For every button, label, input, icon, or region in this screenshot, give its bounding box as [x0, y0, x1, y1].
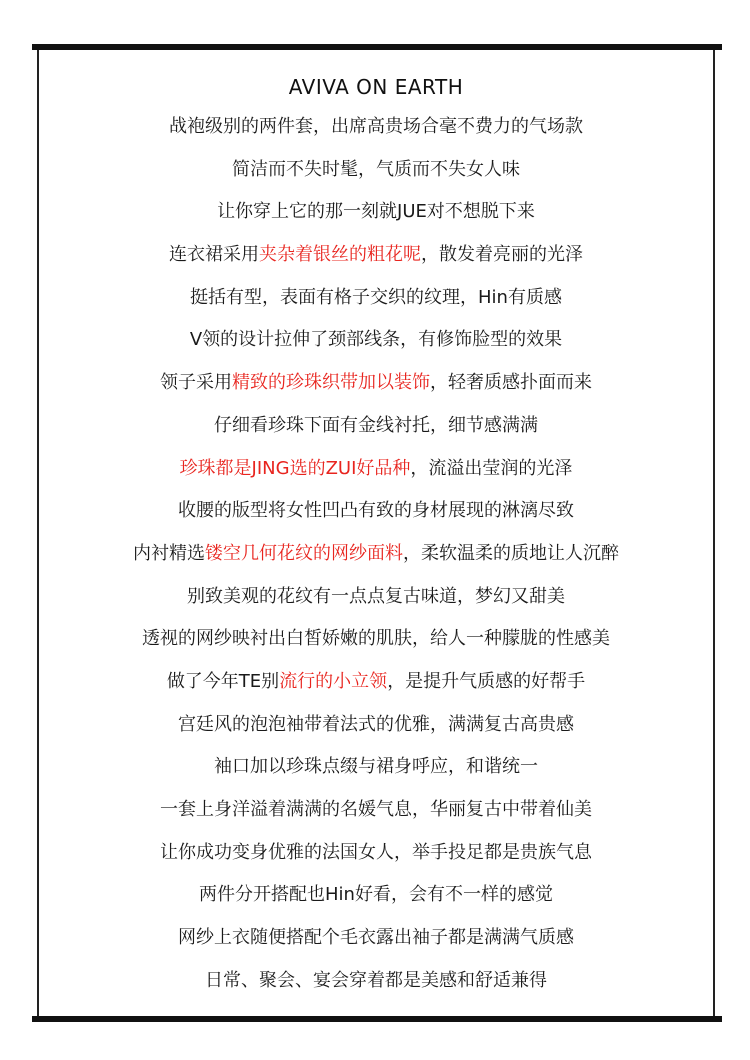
text-segment: 内衬精选 — [133, 542, 205, 564]
highlighted-text: 夹杂着银丝的粗花呢 — [259, 244, 421, 266]
text-line — [40, 149, 712, 192]
text-line — [40, 277, 712, 320]
text-segment: 日常、聚会、宴会穿着都是美感和舒适兼得 — [205, 969, 547, 991]
text-segment: 两件分开搭配也Hin好看，会有不一样的感觉 — [199, 884, 553, 906]
text-segment: 领子采用 — [160, 372, 232, 394]
text-line — [40, 789, 712, 832]
text-segment: ，柔软温柔的质地让人沉醉 — [403, 542, 619, 564]
text-segment: ，轻奢质感扑面而来 — [430, 372, 592, 394]
highlighted-text: 流行的小立领 — [279, 670, 388, 692]
frame-top-border — [32, 44, 722, 50]
frame-left-border — [37, 50, 39, 1016]
text-segment: ，流溢出莹润的光泽 — [410, 457, 573, 479]
text-segment: 别致美观的花纹有一点点复古味道，梦幻又甜美 — [187, 585, 565, 607]
text-line — [40, 917, 712, 960]
text-segment: V领的设计拉伸了颈部线条，有修饰脸型的效果 — [189, 329, 563, 351]
text-segment: 宫廷风的泡泡袖带着法式的优雅，满满复古高贵感 — [178, 713, 574, 735]
text-segment: 一套上身洋溢着满满的名媛气息，华丽复古中带着仙美 — [160, 799, 592, 820]
highlighted-text: 镂空几何花纹的网纱面料 — [205, 542, 403, 564]
text-segment: 做了今年TE别 — [166, 670, 280, 692]
text-body — [40, 68, 712, 1002]
text-segment: ，是提升气质感的好帮手 — [387, 670, 586, 692]
frame-bottom-border — [32, 1016, 722, 1022]
text-segment: 挺括有型，表面有格子交织的纹理，Hin有质感 — [190, 286, 562, 308]
text-line — [40, 448, 712, 491]
text-line — [40, 661, 712, 704]
text-line — [40, 319, 712, 362]
text-line — [40, 576, 712, 619]
text-line — [40, 618, 712, 661]
text-line — [40, 746, 712, 789]
text-segment: 让你穿上它的那一刻就JUE对不想脱下来 — [217, 201, 535, 223]
frame-right-border — [713, 50, 715, 1016]
text-line — [40, 106, 712, 149]
text-segment: 让你成功变身优雅的法国女人，举手投足都是贵族气息 — [160, 841, 592, 863]
text-segment: 透视的网纱映衬出白皙娇嫩的肌肤，给人一种朦胧的性感美 — [142, 628, 610, 650]
text-line — [40, 960, 712, 1003]
text-segment: 网纱上衣随便搭配个毛衣露出袖子都是满满气质感 — [178, 927, 574, 949]
text-line — [40, 234, 712, 277]
text-segment: 连衣裙采用 — [169, 244, 259, 266]
text-segment: 简洁而不失时髦，气质而不失女人味 — [232, 158, 520, 180]
text-line — [40, 405, 712, 448]
text-line — [40, 362, 712, 405]
description-lines — [40, 106, 712, 1002]
text-segment: 袖口加以珍珠点缀与裙身呼应，和谐统一 — [214, 756, 538, 778]
text-segment: ，散发着亮丽的光泽 — [421, 244, 583, 266]
text-segment: 收腰的版型将女性凹凸有致的身材展现的淋漓尽致 — [178, 500, 574, 522]
text-segment: 战袍级别的两件套，出席高贵场合毫不费力的气场款 — [169, 116, 583, 137]
text-line — [40, 533, 712, 576]
highlighted-text: 精致的珍珠织带加以装饰 — [232, 372, 430, 394]
text-line — [40, 874, 712, 917]
page-title: AVIVA ON EARTH — [288, 75, 464, 99]
text-line — [40, 832, 712, 875]
text-segment: 仔细看珍珠下面有金线衬托，细节感满满 — [214, 414, 538, 436]
text-line — [40, 490, 712, 533]
highlighted-text: 珍珠都是JING选的ZUI好品种 — [179, 457, 411, 479]
text-line — [40, 191, 712, 234]
text-line — [40, 704, 712, 747]
